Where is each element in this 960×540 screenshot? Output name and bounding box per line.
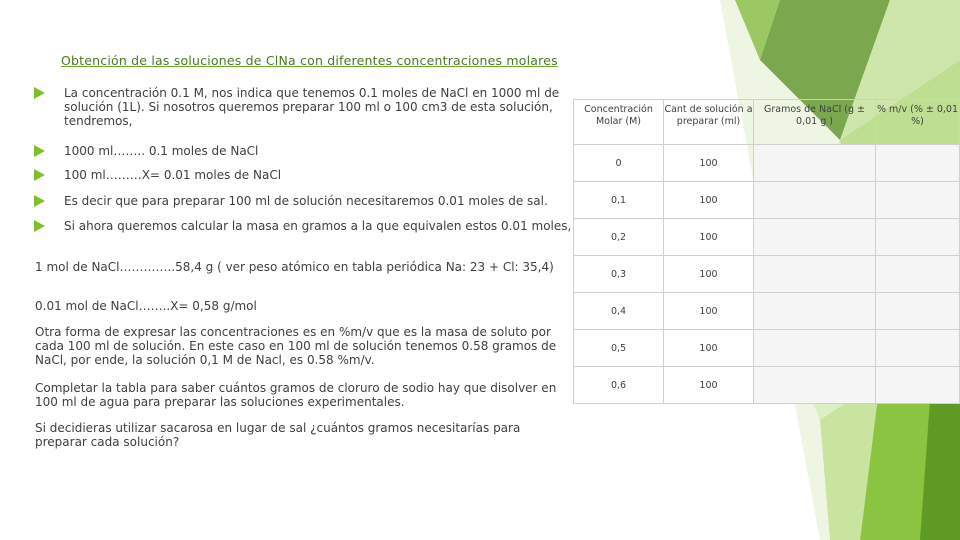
cell-percent[interactable] — [876, 293, 960, 330]
cell-grams[interactable] — [754, 293, 876, 330]
arrow-bullet-icon — [34, 169, 45, 181]
cell-concentration: 0,5 — [574, 330, 664, 367]
paragraph-question: Si decidieras utilizar sacarosa en lugar de sal ¿cuántos gramos necesitarías para preparar cada solución? — [35, 421, 521, 449]
cell-volume: 100 — [664, 330, 754, 367]
table-row — [574, 330, 960, 367]
cell-percent[interactable] — [876, 367, 960, 404]
paragraph-percent-explanation: Otra forma de expresar las concentraciones es en %m/v que es la masa de soluto por cada 100 ml de solución. En este caso en 100 ml de solución tenemos 0.58 gramos de NaCl, por ende, la solución 0,1 M de Nacl, es 0.58 %m/v. — [35, 325, 557, 367]
bullet-item: 100 ml………X= 0.01 moles de NaCl — [34, 168, 594, 182]
cell-grams[interactable] — [754, 182, 876, 219]
cell-concentration: 0,3 — [574, 256, 664, 293]
cell-volume: 100 — [664, 256, 754, 293]
cell-concentration: 0 — [574, 145, 664, 182]
table-header-row — [574, 100, 960, 145]
cell-percent[interactable] — [876, 145, 960, 182]
table-row — [574, 182, 960, 219]
cell-volume: 100 — [664, 293, 754, 330]
page-title: Obtención de las soluciones de ClNa con diferentes concentraciones molares — [61, 53, 558, 68]
concentration-table — [573, 99, 960, 404]
table-row — [574, 367, 960, 404]
arrow-bullet-icon — [34, 195, 45, 207]
bullet-item: Es decir que para preparar 100 ml de solución necesitaremos 0.01 moles de sal. — [34, 194, 594, 208]
cell-concentration: 0,1 — [574, 182, 664, 219]
bullet-item: 1000 ml…….. 0.1 moles de NaCl — [34, 144, 594, 158]
header-percent: % m/v (% ± 0,01 %) — [876, 100, 960, 145]
header-concentration: Concentración Molar (M) — [574, 100, 664, 145]
cell-grams[interactable] — [754, 219, 876, 256]
arrow-bullet-icon — [34, 220, 45, 232]
cell-percent[interactable] — [876, 182, 960, 219]
cell-grams[interactable] — [754, 367, 876, 404]
paragraph-instruction: Completar la tabla para saber cuántos gramos de cloruro de sodio hay que disolver en 100 ml de agua para preparar las soluciones experimentales. — [35, 381, 557, 409]
cell-percent[interactable] — [876, 256, 960, 293]
header-grams: Gramos de NaCl (g ± 0,01 g ) — [754, 100, 876, 145]
cell-volume: 100 — [664, 145, 754, 182]
paragraph-molar-mass: 1 mol de NaCl…………..58,4 g ( ver peso atómico en tabla periódica Na: 23 + Cl: 35,4) — [35, 260, 554, 274]
cell-percent[interactable] — [876, 330, 960, 367]
header-volume: Cant de solución a preparar (ml) — [664, 100, 754, 145]
cell-concentration: 0,6 — [574, 367, 664, 404]
cell-grams[interactable] — [754, 330, 876, 367]
bullet-item: Si ahora queremos calcular la masa en gramos a la que equivalen estos 0.01 moles, — [34, 219, 594, 233]
arrow-bullet-icon — [34, 87, 45, 99]
cell-concentration: 0,2 — [574, 219, 664, 256]
table-row — [574, 256, 960, 293]
cell-grams[interactable] — [754, 145, 876, 182]
cell-volume: 100 — [664, 182, 754, 219]
table-row — [574, 293, 960, 330]
cell-volume: 100 — [664, 219, 754, 256]
bullet-item: La concentración 0.1 M, nos indica que tenemos 0.1 moles de NaCl en 1000 ml de solución (1L). Si nosotros queremos preparar 100 ml o 100 cm3 de esta solución, tendremos, — [34, 86, 594, 128]
cell-percent[interactable] — [876, 219, 960, 256]
table-row — [574, 145, 960, 182]
table-row — [574, 219, 960, 256]
arrow-bullet-icon — [34, 145, 45, 157]
cell-grams[interactable] — [754, 256, 876, 293]
cell-concentration: 0,4 — [574, 293, 664, 330]
paragraph-mass-result: 0.01 mol de NaCl……..X= 0,58 g/mol — [35, 299, 257, 313]
cell-volume: 100 — [664, 367, 754, 404]
